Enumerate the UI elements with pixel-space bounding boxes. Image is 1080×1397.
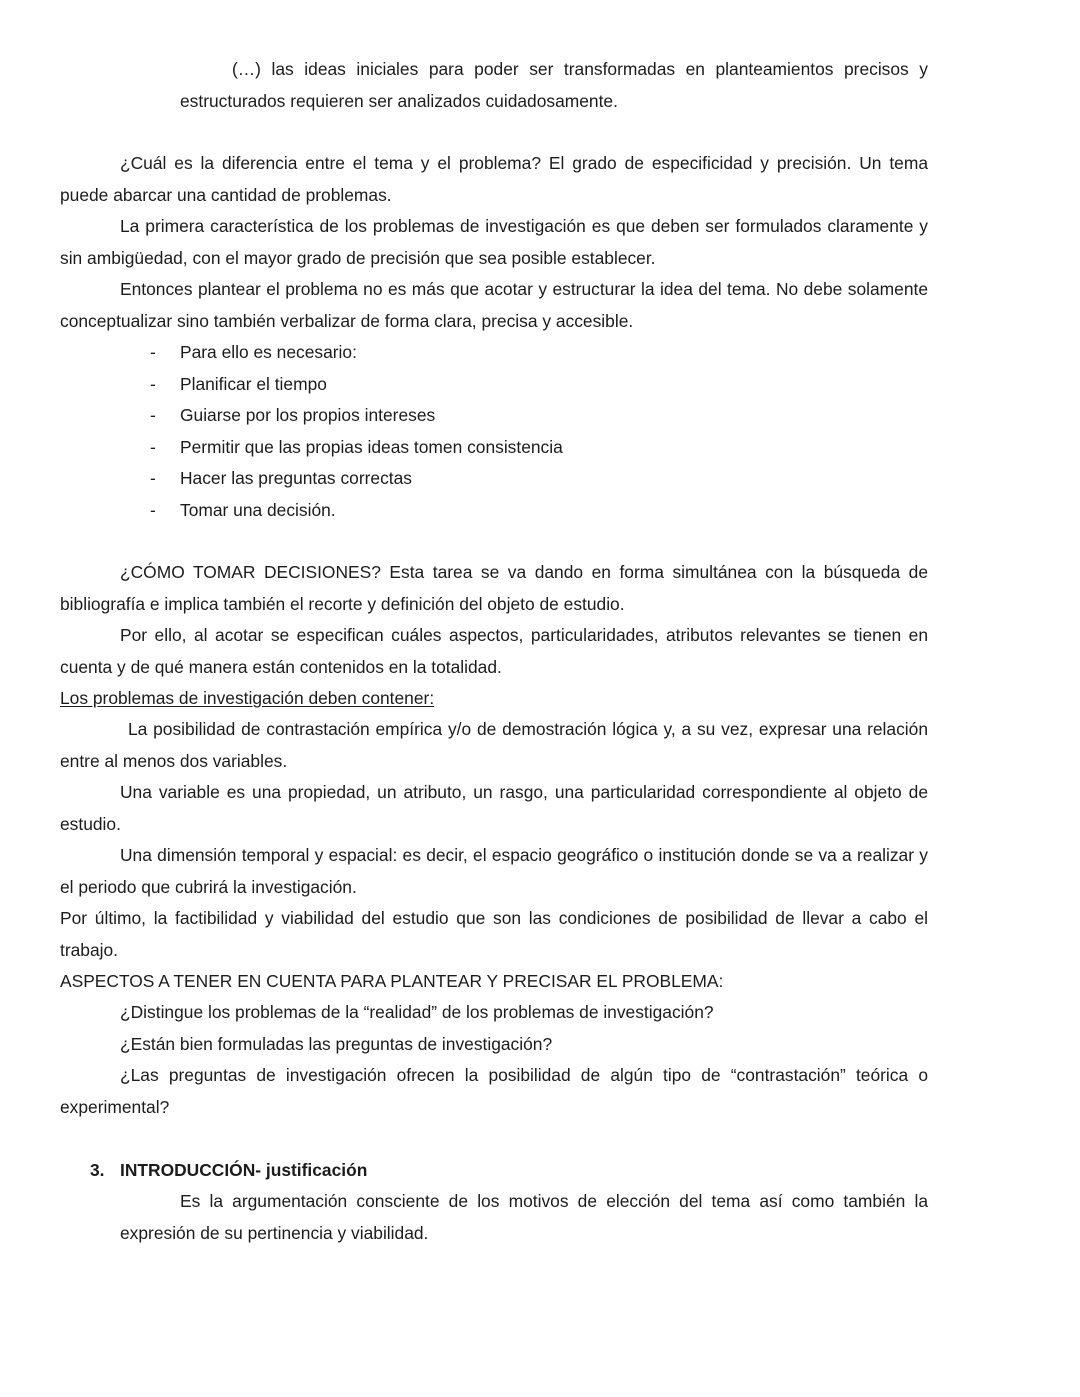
- question-1: ¿Distingue los problemas de la “realidad” de los problemas de investigación?: [120, 1002, 714, 1022]
- list-item: [150, 432, 563, 464]
- list-item: [150, 400, 563, 432]
- list-item-text: Guiarse por los propios intereses: [180, 405, 436, 425]
- list-dash: -: [150, 468, 156, 488]
- list-item-text: Hacer las preguntas correctas: [180, 468, 412, 488]
- quote-paragraph: (…) las ideas iniciales para poder ser transformadas en planteamientos precisos y estructurados requieren ser analizados cuidadosamente.: [180, 59, 928, 111]
- question-2: ¿Están bien formuladas las preguntas de investigación?: [120, 1034, 553, 1054]
- list-item: [150, 369, 563, 401]
- list-item-text: Planificar el tiempo: [180, 373, 327, 394]
- list-item-text: Tomar una decisión.: [180, 499, 336, 520]
- paragraph-difference: ¿Cuál es la diferencia entre el tema y el problema? El grado de especificidad y precisión. Un tema puede abarcar una cantidad de problemas.: [60, 153, 928, 205]
- paragraph-acotar: Por ello, al acotar se especifican cuáles aspectos, particularidades, atributos relevantes se tienen en cuenta y de qué manera están contenidos en la totalidad.: [60, 625, 928, 677]
- paragraph-contrastacion: La posibilidad de contrastación empírica y/o de demostración lógica y, a su vez, expresar una relación entre al menos dos variables.: [60, 719, 928, 771]
- list-dash: -: [150, 436, 156, 457]
- paragraph-plantear: Entonces plantear el problema no es más que acotar y estructurar la idea del tema. No debe solamente conceptualizar sino también verbalizar de forma clara, precisa y accesible.: [60, 279, 928, 331]
- question-3: ¿Las preguntas de investigación ofrecen la posibilidad de algún tipo de “contrastación” teórica o experimental?: [60, 1065, 928, 1117]
- paragraph-dimension: Una dimensión temporal y espacial: es decir, el espacio geográfico o institución donde se va a realizar y el periodo que cubrirá la investigación.: [60, 845, 928, 897]
- list-item: [150, 463, 563, 495]
- paragraph-variable: Una variable es una propiedad, un atributo, un rasgo, una particularidad correspondiente al objeto de estudio.: [60, 782, 928, 834]
- section-number: 3.: [90, 1160, 105, 1180]
- section-title: INTRODUCCIÓN- justificación: [120, 1160, 368, 1180]
- list-item: [150, 337, 563, 369]
- section-heading: [90, 1155, 367, 1187]
- paragraph-first-characteristic: La primera característica de los problemas de investigación es que deben ser formulados claramente y sin ambigüedad, con el mayor grado de precisión que sea posible establecer.: [60, 216, 928, 268]
- list-dash: -: [150, 499, 156, 520]
- list-item-text: Para ello es necesario:: [180, 342, 357, 362]
- underlined-heading: [60, 683, 928, 715]
- list-item: [150, 495, 563, 527]
- paragraph-justificacion: Es la argumentación consciente de los motivos de elección del tema así como también la expresión de su pertinencia y viabilidad.: [120, 1191, 928, 1243]
- underlined-heading-text: Los problemas de investigación deben contener:: [60, 688, 435, 708]
- paragraph-decisions: ¿CÓMO TOMAR DECISIONES? Esta tarea se va dando en forma simultánea con la búsqueda de bibliografía e implica también el recorte y definición del objeto de estudio.: [60, 562, 928, 614]
- list-dash: -: [150, 342, 156, 362]
- list-item-text: Permitir que las propias ideas tomen consistencia: [180, 436, 563, 457]
- list-dash: -: [150, 373, 156, 394]
- list-dash: -: [150, 405, 156, 425]
- paragraph-aspectos: ASPECTOS A TENER EN CUENTA PARA PLANTEAR Y PRECISAR EL PROBLEMA:: [60, 971, 724, 991]
- requirements-list: [150, 337, 563, 526]
- paragraph-factibilidad: Por último, la factibilidad y viabilidad del estudio que son las condiciones de posibilidad de llevar a cabo el trabajo.: [60, 908, 928, 960]
